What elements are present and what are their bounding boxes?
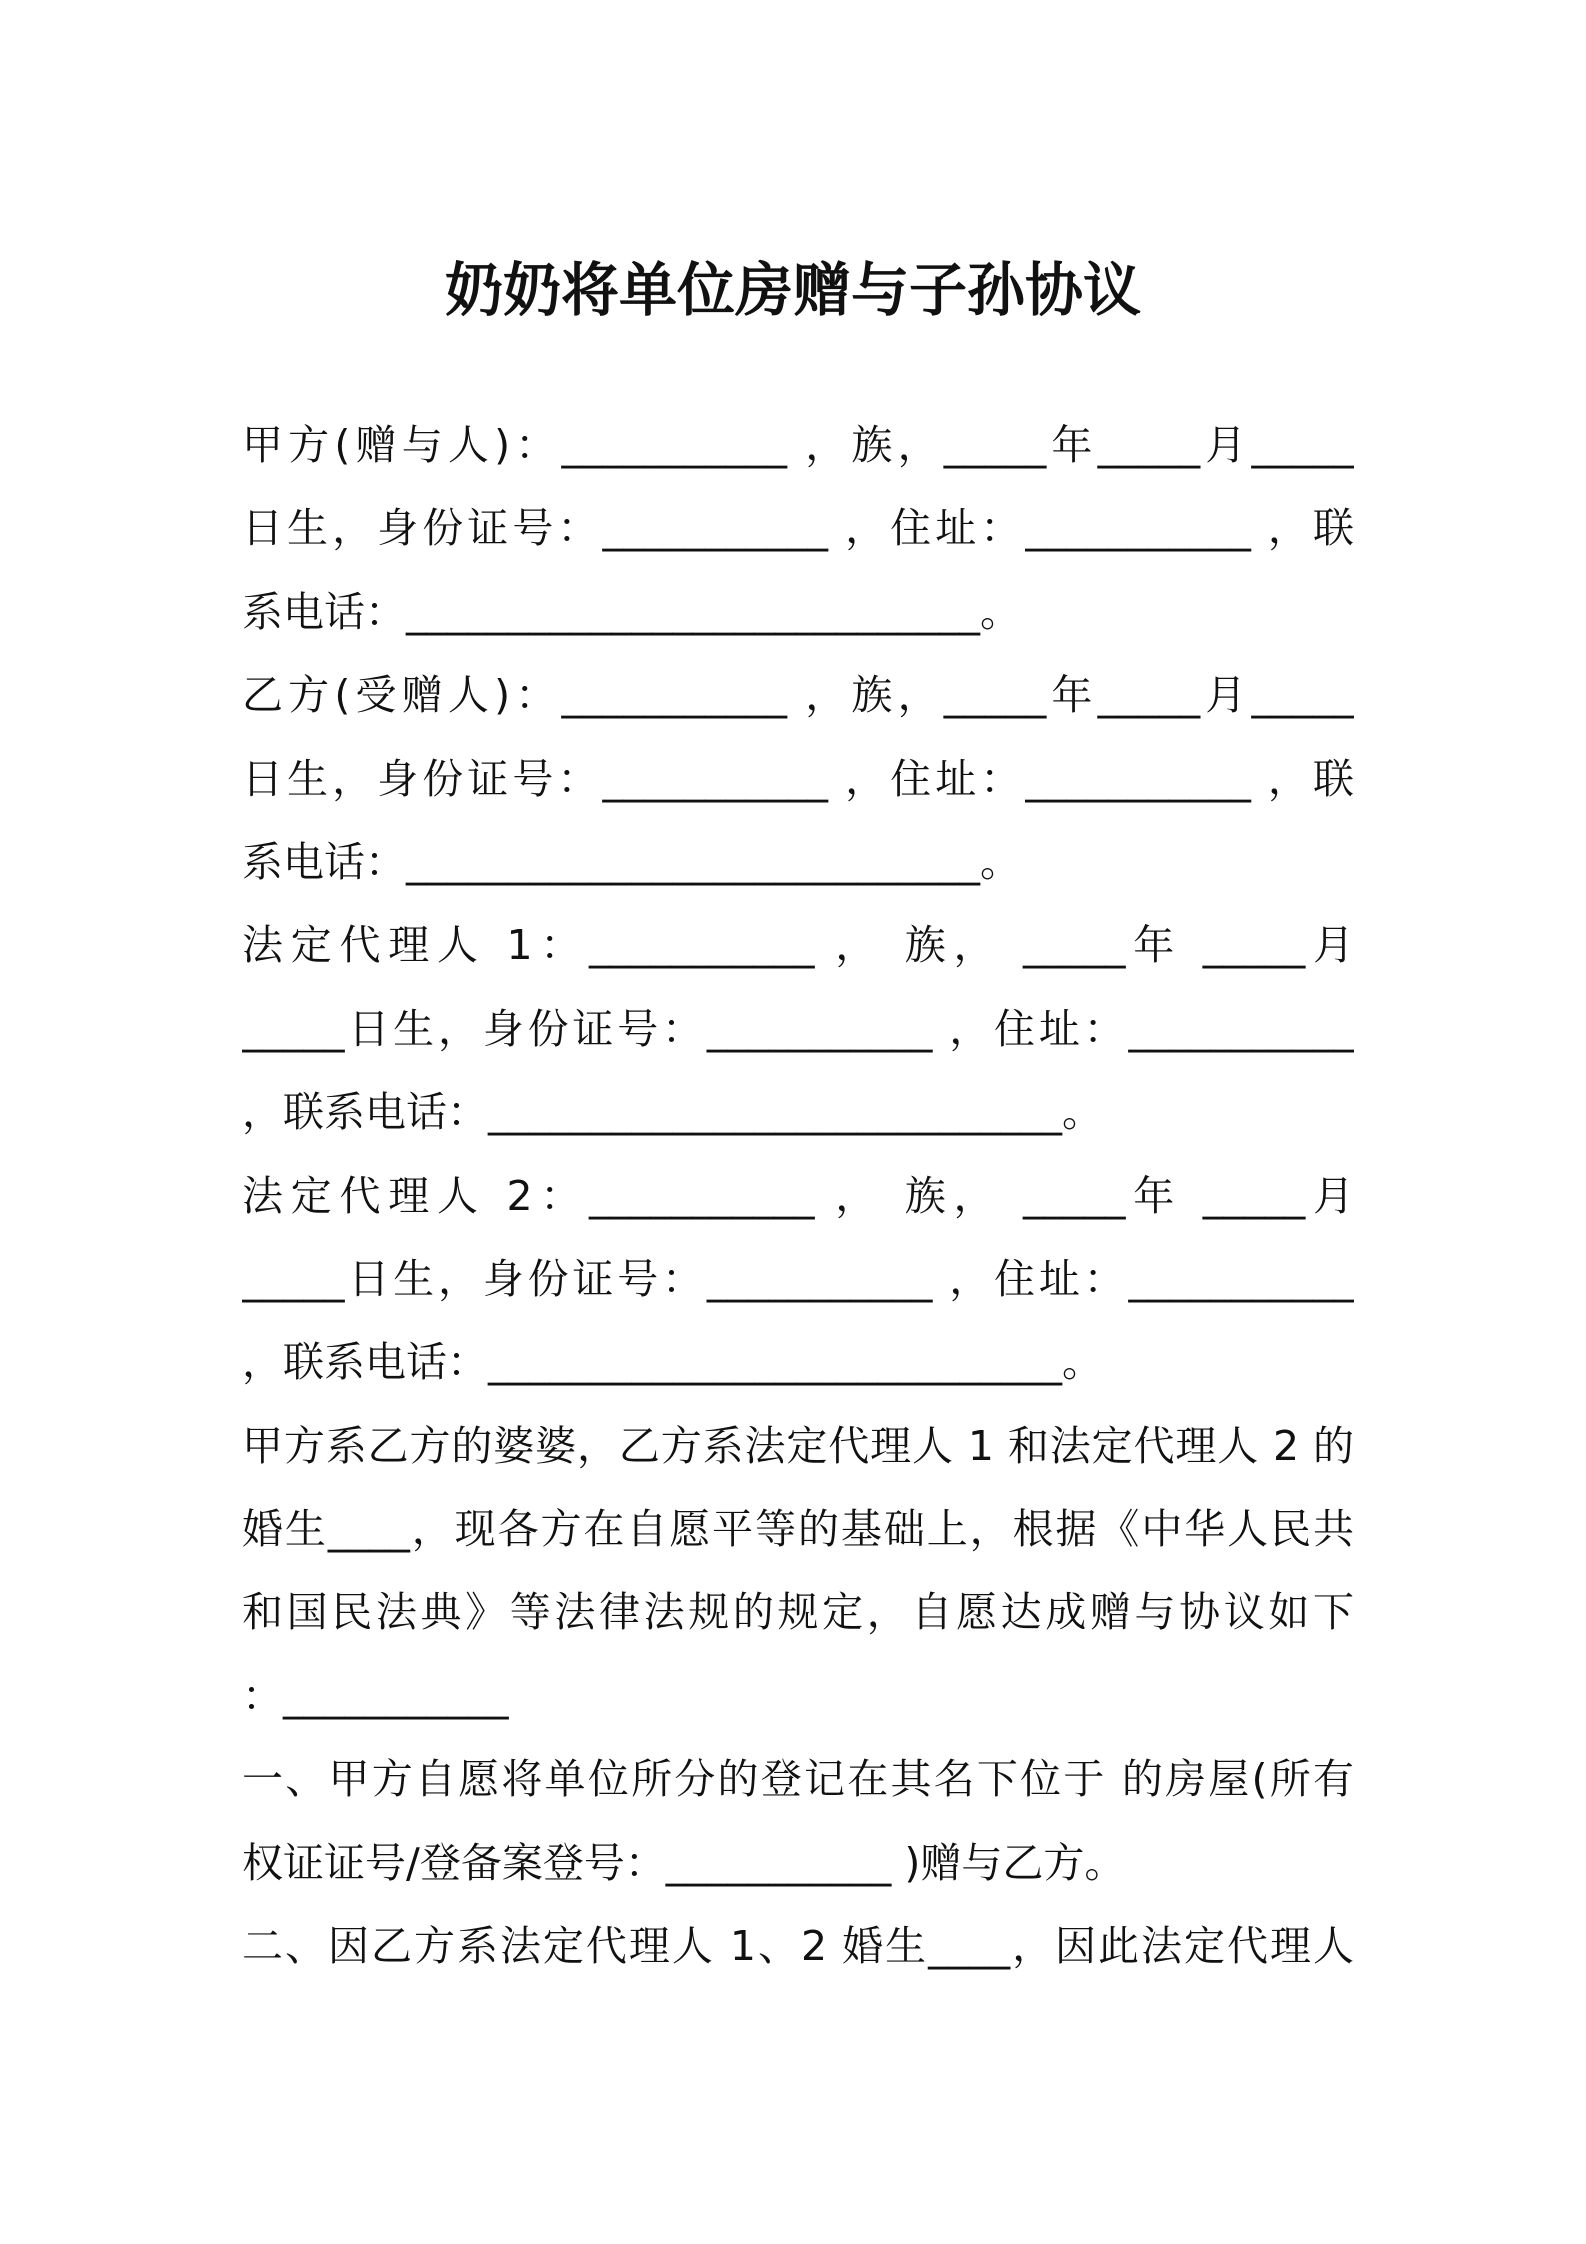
text-line: 二、因乙方系法定代理人 1、2 婚生____，因此法定代理人 bbox=[242, 1922, 1354, 1971]
text-line: 系电话：____________________________。 bbox=[242, 837, 1021, 886]
text-line: 和国民法典》等法律法规的规定，自愿达成赠与协议如下 bbox=[242, 1588, 1354, 1637]
text-line: 日生，身份证号：___________ ，住址：___________ ，联 bbox=[242, 754, 1354, 803]
document-title: 奶奶将单位房赠与子孙协议 bbox=[444, 256, 1141, 324]
text-line: _____日生，身份证号：___________ ，住址：___________ bbox=[242, 1254, 1354, 1303]
text-line: 权证证号/登备案登号：___________ )赠与乙方。 bbox=[242, 1838, 1126, 1887]
text-line: 婚生____，现各方在自愿平等的基础上，根据《中华人民共 bbox=[242, 1505, 1354, 1554]
text-line: 系电话：____________________________。 bbox=[242, 587, 1021, 636]
text-line: 甲方(赠与人)：___________ ，族，_____年_____月_____ bbox=[242, 421, 1354, 469]
text-line: 乙方(受赠人)：___________ ，族，_____年_____月_____ bbox=[242, 671, 1354, 720]
text-line: 法定代理人 1：___________ ， 族， _____年 _____月 bbox=[242, 921, 1354, 970]
text-line: _____日生，身份证号：___________ ，住址：___________ bbox=[242, 1004, 1354, 1053]
text-line: 一、甲方自愿将单位所分的登记在其名下位于 的房屋(所有 bbox=[242, 1755, 1354, 1804]
text-line: ：___________ bbox=[242, 1671, 509, 1720]
text-line: ，联系电话：____________________________。 bbox=[242, 1338, 1103, 1387]
document-body bbox=[242, 404, 1354, 1988]
text-line: 甲方系乙方的婆婆，乙方系法定代理人 1 和法定代理人 2 的 bbox=[242, 1421, 1354, 1470]
text-line: 法定代理人 2：___________ ， 族， _____年 _____月 bbox=[242, 1171, 1354, 1220]
text-line: 日生，身份证号：___________ ，住址：___________ ，联 bbox=[242, 504, 1354, 553]
text-line: ，联系电话：____________________________。 bbox=[242, 1088, 1103, 1137]
